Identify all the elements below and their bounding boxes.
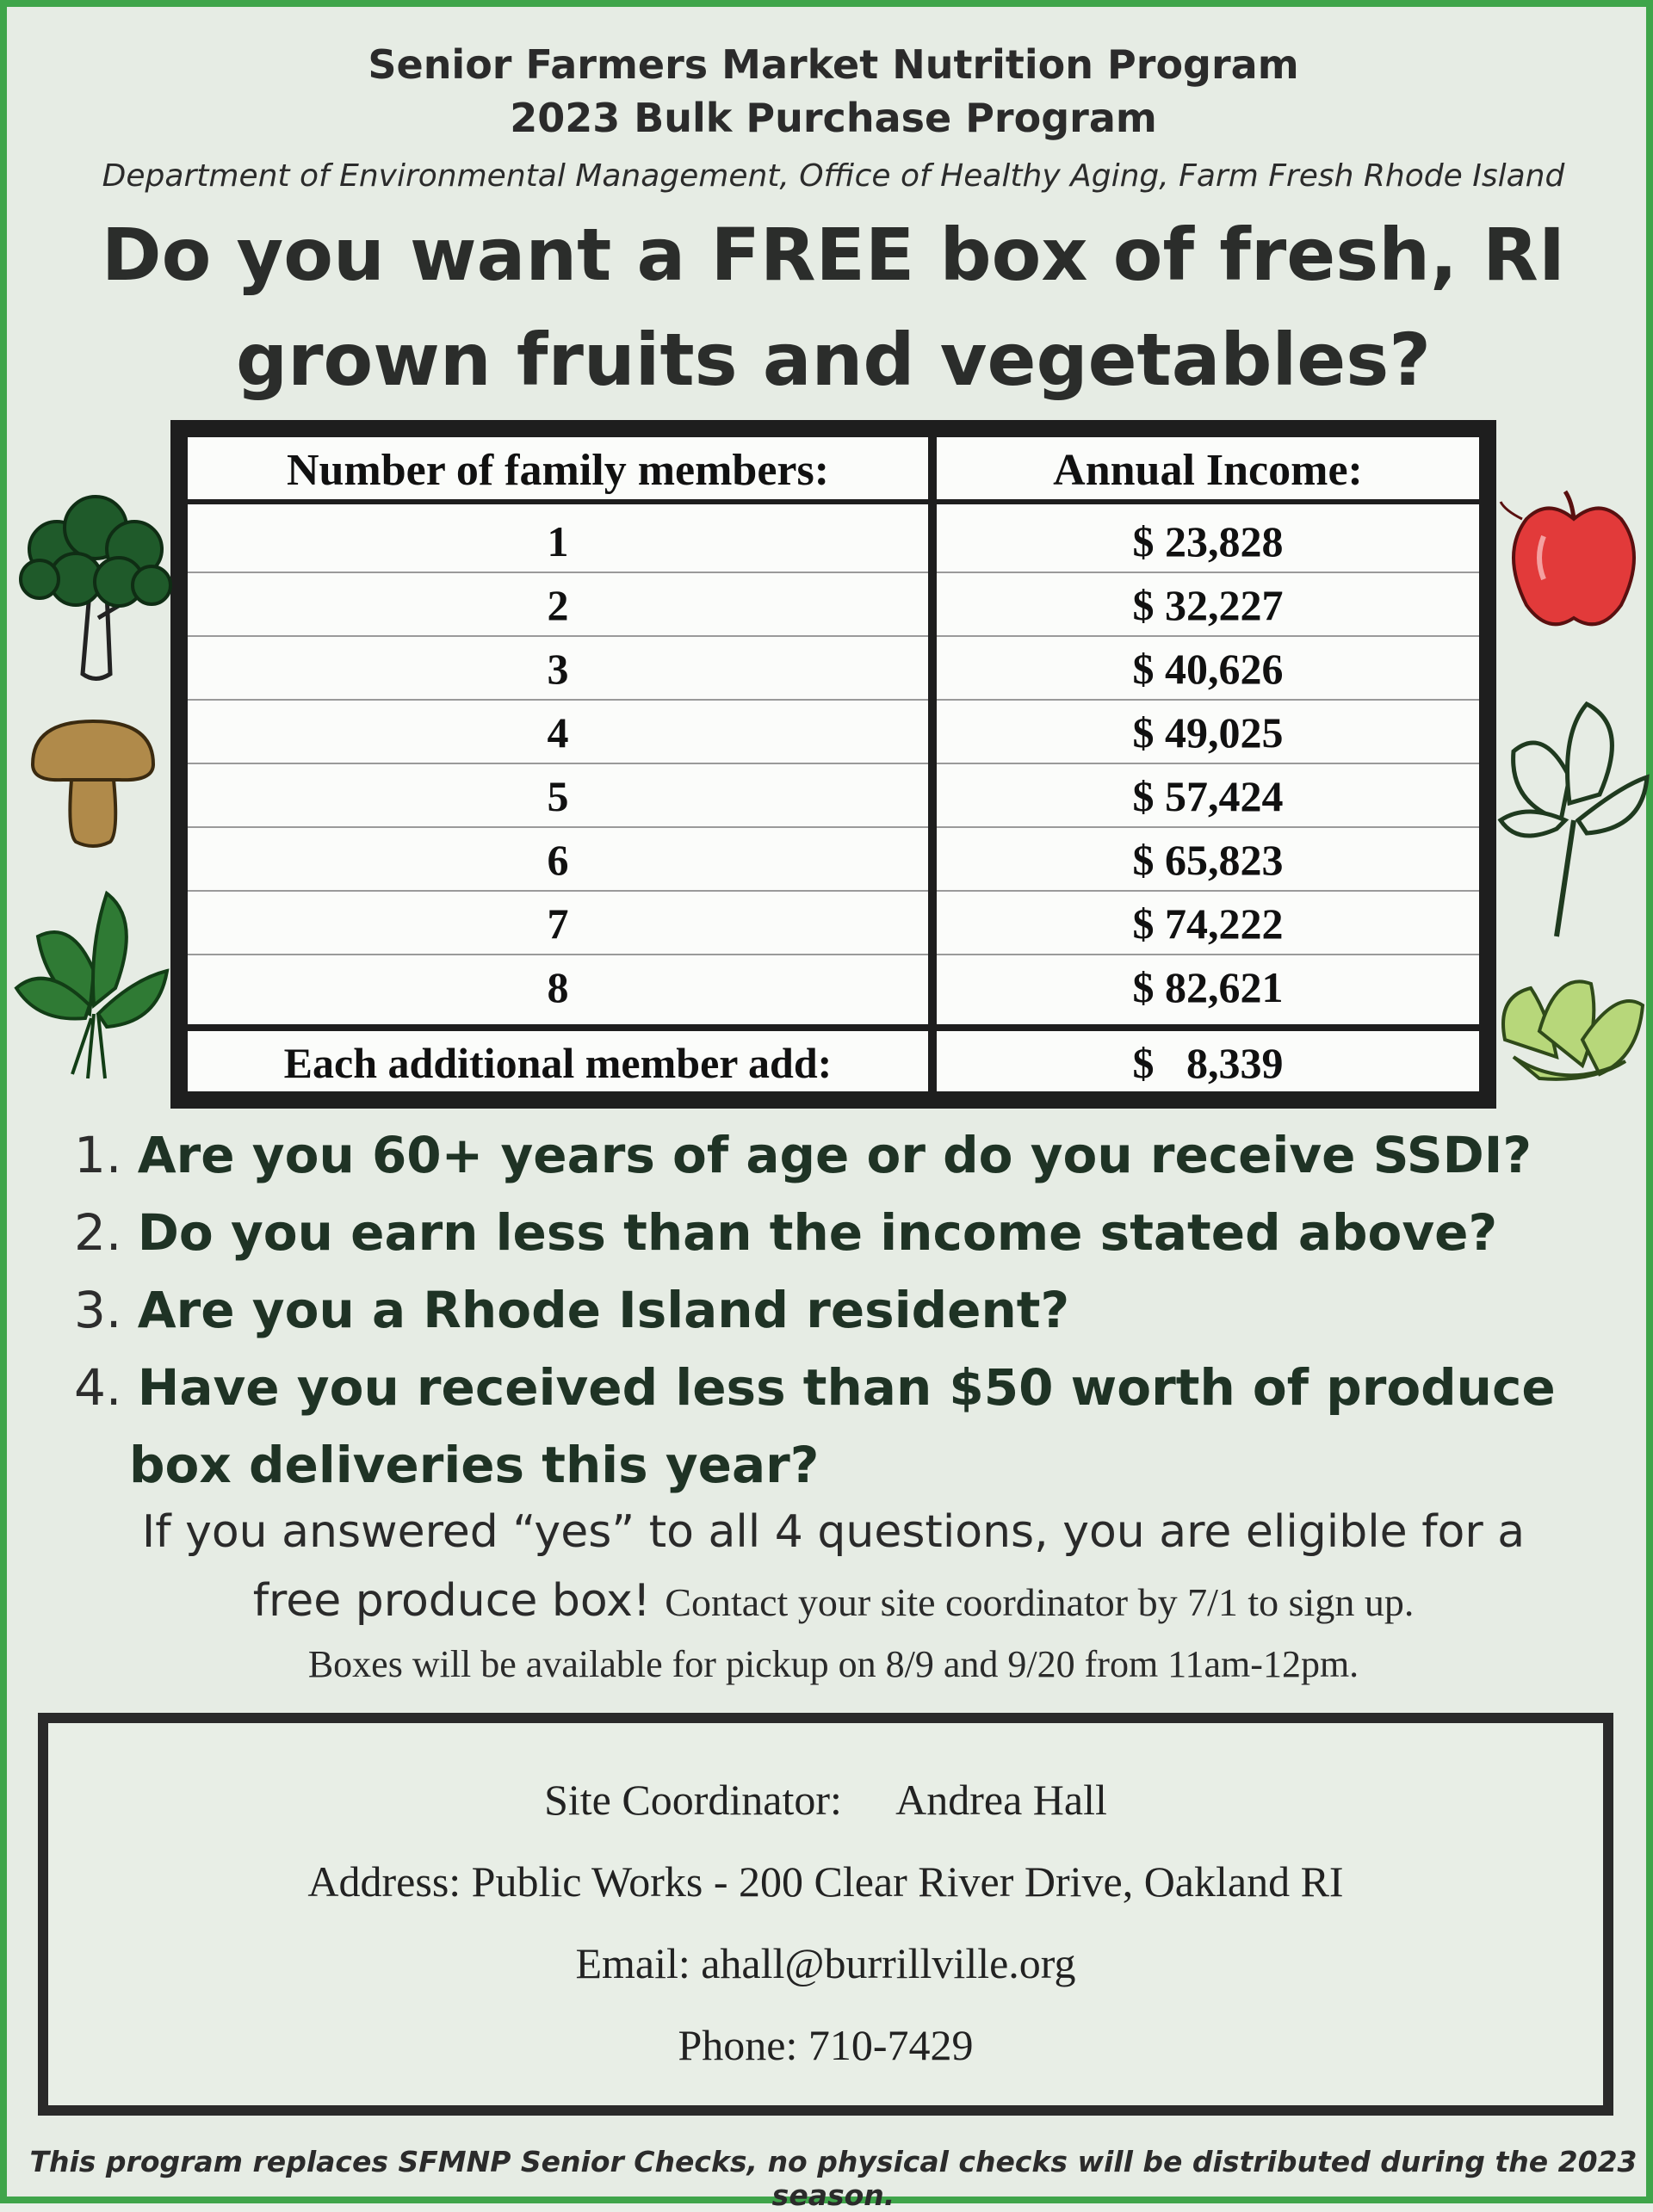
eligibility-contact: Contact your site coordinator by 7/1 to sign up. (665, 1580, 1415, 1624)
table-cell-income: $ 32,227 (937, 573, 1479, 637)
eligibility-line-1: If you answered “yes” to all 4 questions, you are eligible for a (141, 1506, 1526, 1558)
table-row: 4 (188, 701, 928, 764)
table-row: 1 (188, 510, 928, 573)
contact-box (38, 1713, 1613, 2116)
table-cell-income: $ 57,424 (937, 764, 1479, 828)
apple-icon (1496, 485, 1651, 640)
table-row: 2 (188, 573, 928, 637)
headline-line-2: grown fruits and vegetables? (235, 318, 1431, 402)
question-4 (74, 1358, 1556, 1417)
site-coordinator (48, 1775, 1603, 1825)
table-row: 8 (547, 963, 569, 1011)
mushroom-icon (24, 713, 162, 850)
question-3 (74, 1281, 1069, 1339)
question-number: 4. (74, 1358, 122, 1417)
table-row: 5 (188, 764, 928, 828)
kale-icon (1492, 691, 1653, 941)
spinach-icon (12, 868, 176, 1083)
phone-line: Phone: 710-7429 (678, 2021, 974, 2069)
family-members-header: Number of family members: (188, 437, 928, 504)
table-cell-income: $ 23,828 (937, 510, 1479, 573)
table-row: 6 (188, 828, 928, 892)
pickup-dates: Boxes will be available for pickup on 8/9 and 9/20 from 11am-12pm. (307, 1643, 1359, 1685)
lettuce-icon (1488, 962, 1651, 1091)
table-cell-income: $ 40,626 (937, 637, 1479, 701)
question-text: Do you earn less than the income stated above? (137, 1203, 1498, 1262)
question-number: 3. (74, 1281, 122, 1339)
question-4-continued (129, 1436, 819, 1494)
program-title: Senior Farmers Market Nutrition Program (368, 41, 1299, 88)
question-1 (74, 1126, 1532, 1184)
table-row: 3 (188, 637, 928, 701)
family-members-column (188, 437, 928, 1091)
annual-income-column (937, 437, 1479, 1091)
address-line: Address: Public Works - 200 Clear River Drive, Oakland RI (307, 1857, 1344, 1906)
question-text: Are you a Rhode Island resident? (137, 1281, 1070, 1339)
table-cell-income: $ 49,025 (937, 701, 1479, 764)
annual-income-header: Annual Income: (937, 437, 1479, 504)
question-text: Have you received less than $50 worth of produce (137, 1358, 1556, 1417)
coordinator-label: Site Coordinator: (544, 1776, 842, 1824)
email-line: Email: ahall@burrillville.org (575, 1939, 1076, 1987)
table-cell-income: $ 82,621 (1132, 963, 1284, 1011)
broccoli-icon (14, 489, 177, 687)
footer-note: This program replaces SFMNP Senior Checks, no physical checks will be distributed during the 2023 season. (29, 2145, 1638, 2212)
income-table (170, 420, 1496, 1109)
additional-member-value: $ 8,339 (937, 1024, 1479, 1091)
program-subtitle: 2023 Bulk Purchase Program (510, 95, 1157, 141)
question-number: 2. (74, 1203, 122, 1262)
question-text: Are you 60+ years of age or do you receive SSDI? (137, 1126, 1532, 1184)
question-text: box deliveries this year? (129, 1436, 820, 1494)
table-cell-income: $ 65,823 (937, 828, 1479, 892)
eligibility-free-box: free produce box! (252, 1575, 651, 1627)
additional-member-label: Each additional member add: (188, 1024, 928, 1091)
department-line: Department of Environmental Management, Office of Healthy Aging, Farm Fresh Rhode Island (102, 158, 1565, 194)
table-cell-income: $ 74,222 (937, 892, 1479, 955)
coordinator-name: Andrea Hall (895, 1776, 1107, 1824)
table-row: 7 (188, 892, 928, 955)
question-number: 1. (74, 1126, 122, 1184)
question-2 (74, 1203, 1497, 1262)
eligibility-line-2 (7, 1575, 1653, 1627)
headline-line-1: Do you want a FREE box of fresh, RI (101, 213, 1566, 297)
